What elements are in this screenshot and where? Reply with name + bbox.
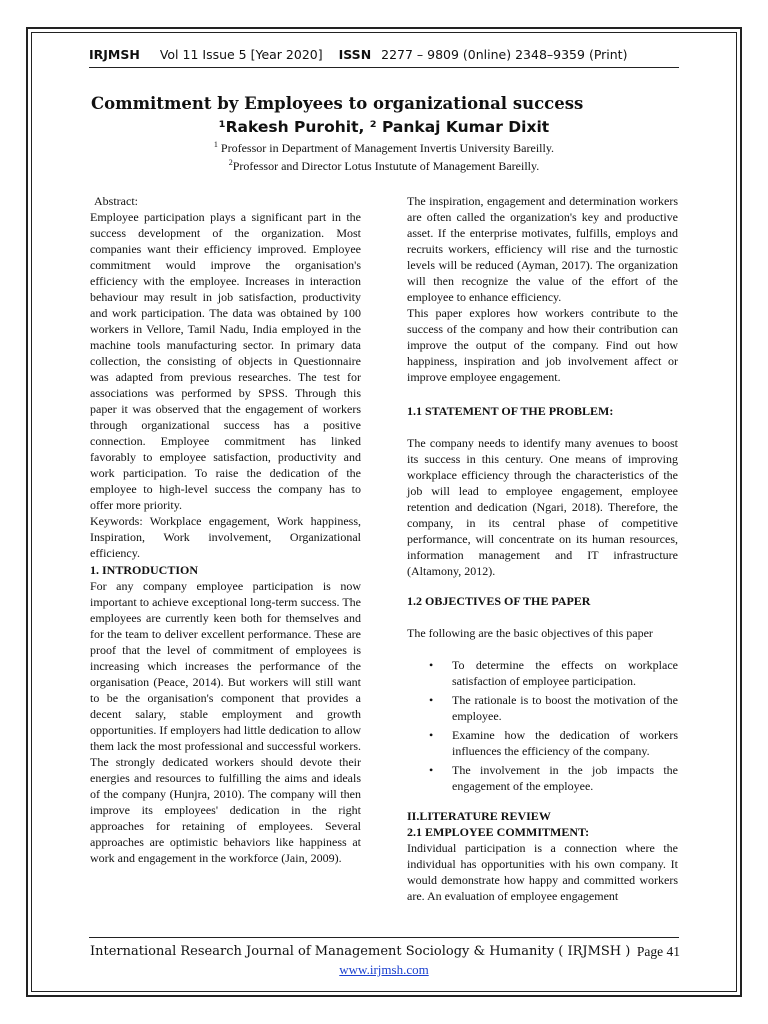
journal-volume: Vol 11 Issue 5 [Year 2020]: [159, 47, 323, 62]
journal-abbr: IRJMSH: [89, 47, 140, 62]
footer-rule: [89, 937, 679, 938]
objectives-intro: The following are the basic objectives of this paper: [407, 626, 653, 640]
header-rule: [89, 67, 679, 68]
page-number: Page 41: [636, 944, 680, 959]
affiliation-1-text: Professor in Department of Management Invertis University Bareilly.: [217, 141, 555, 155]
introduction-heading: 1. INTRODUCTION: [90, 563, 199, 577]
right-column: [407, 193, 678, 904]
footer-website: [0, 962, 768, 978]
affiliation-2-mark: 2: [228, 158, 233, 167]
section-2-1-text: Individual participation is a connection where the individual has opportunities with his own company. It would demonstrate how happy and committed workers are. An evaluation of employee engagement: [407, 841, 678, 903]
objective-item: • Examine how the dedication of workers influences the efficiency of the company.: [452, 727, 678, 759]
issn-numbers: 2277 – 9809 (0nline) 2348–9359 (Print): [381, 47, 628, 62]
section-1-1-text: The company needs to identify many avenues to boost its success in this century. One means of improving workplace efficiency through the characteristics of the job will lead to employee engagement, employee retention and dedication (Ngari, 2018). Therefore, the company, in its central phase of competitive performance, will concentrate on its human resources, information management and IT infrastructure (Altamony, 2012).: [407, 436, 678, 578]
objective-item: • The involvement in the job impacts the engagement of the employee.: [452, 762, 678, 794]
objective-item: • To determine the effects on workplace satisfaction of employee participation.: [452, 657, 678, 689]
section-1-1-heading: 1.1 STATEMENT OF THE PROBLEM:: [407, 404, 614, 418]
issn-label: ISSN: [338, 47, 372, 62]
website-link[interactable]: www.irjmsh.com: [339, 962, 429, 977]
paper-title: Commitment by Employees to organizational success: [91, 94, 584, 113]
affiliation-2-text: Professor and Director Lotus Instutute of Management Bareilly.: [232, 159, 540, 173]
affiliation-1-mark: 1: [213, 140, 218, 149]
section-1-2-heading: 1.2 OBJECTIVES OF THE PAPER: [407, 594, 591, 608]
abstract-text: Employee participation plays a significant part in the success development of the organization. Most companies want their efficiency improved. Employee commitment would improve the organisation's efficiency with the employee. Increases in interaction behaviour may result in job satisfaction, productivity and work participation. The data was obtained by 100 workers in Vellore, Tamil Nadu, India employed in the machine tools manufacturing sector. In primary data collection, the consisting of objects in Questionnaire was adapted from previous researches. The test for associations was performed by SPSS. Through this paper it was observed that the engagement of workers through organizational success has a positive connection. Employee commitment has linked favorably to employee satisfaction, productivity and work participation. To raise the dedication of the employee to high-level success the company has to offer more priority.: [90, 210, 361, 512]
introduction-text: For any company employee participation is now important to achieve exceptional long-term success. The employees are currently keen both for themselves and for the team to deliver excellent performance. These are proof that the level of commitment of employees is increasing which increases the performance of the organisation (Peace, 2014). But workers will still want to be the organisation's component that provides a decent salary, stable employment and growth opportunities. If employers had little dedication to allow them lack the most professional and successful workers. The strongly dedicated workers should devote their energies and resources to fulfilling the aims and ideals of the company (Hunjra, 2010). The company will then improve its employees' dedication in the right approaches for retaining of employees. Several approaches are optimistic behaviors like happiness at work and engagement in the workforce (Jain, 2009).: [90, 579, 361, 865]
section-2-1-heading: 2.1 EMPLOYEE COMMITMENT:: [407, 825, 590, 839]
left-column: [90, 193, 361, 866]
abstract-label: Abstract:: [94, 194, 138, 208]
keywords: Keywords: Workplace engagement, Work happiness, Inspiration, Work involvement, Organizational efficiency.: [90, 514, 361, 560]
introduction-continued-1: The inspiration, engagement and determination workers are often called the organization's key and productive asset. If the enterprise motivates, fulfills, employs and recruits workers, efficiency will rise and the turnostic levels will be reduced (Ayman, 2017). The organization will then recognize the value of the effort of the employee to enhance efficiency.: [407, 194, 678, 304]
objectives-list: [407, 657, 678, 794]
footer: [90, 944, 680, 959]
footer-journal-name: International Research Journal of Management Sociology & Humanity ( IRJMSH ): [90, 944, 631, 959]
objective-item: • The rationale is to boost the motivation of the employee.: [452, 692, 678, 724]
paper-authors: ¹Rakesh Purohit, ² Pankaj Kumar Dixit: [218, 118, 550, 136]
introduction-continued-2: This paper explores how workers contribute to the success of the company and how their contribution can improve the output of the company. Find out how happiness, inspiration and job involvement affect or improve employee engagement.: [407, 306, 678, 384]
section-2-heading: II.LITERATURE REVIEW: [407, 809, 551, 823]
journal-header: [89, 47, 689, 62]
affiliation-2: [0, 158, 768, 174]
affiliation-1: [0, 140, 768, 156]
